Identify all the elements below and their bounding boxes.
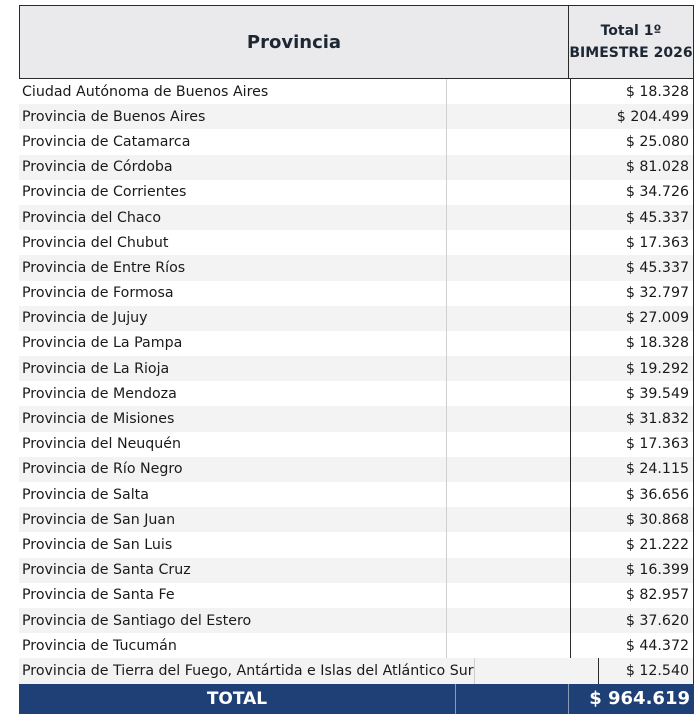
province-total-value: $ 81.028: [570, 155, 694, 180]
table-row: [19, 432, 694, 457]
province-name: Provincia del Neuquén: [22, 436, 182, 453]
province-total-value: $ 44.372: [570, 633, 694, 658]
table-row: [19, 180, 694, 205]
table-row: [19, 255, 694, 280]
spacer-cell: [446, 129, 570, 154]
spacer-cell: [446, 180, 570, 205]
spacer-cell: [446, 281, 570, 306]
spacer-cell: [446, 331, 570, 356]
province-total-value: $ 18.328: [570, 331, 694, 356]
total-spacer-cell: [455, 684, 568, 714]
spacer-cell: [446, 381, 570, 406]
province-name: Provincia de La Rioja: [22, 360, 170, 377]
province-name: Provincia de Catamarca: [22, 133, 191, 150]
spacer-cell: [446, 558, 570, 583]
table-row: [19, 406, 694, 431]
province-total-value: $ 25.080: [570, 129, 694, 154]
table-header: [19, 5, 694, 79]
table-row: [19, 104, 694, 129]
table-row: [19, 507, 694, 532]
province-total-value: $ 45.337: [570, 205, 694, 230]
province-total-value: $ 12.540: [598, 658, 694, 683]
table-row: [19, 356, 694, 381]
spacer-cell: [446, 104, 570, 129]
column-header-province: Provincia: [20, 6, 569, 78]
table-row: [19, 482, 694, 507]
province-name: Provincia de Entre Ríos: [22, 259, 186, 276]
province-total-value: $ 16.399: [570, 558, 694, 583]
province-name: Ciudad Autónoma de Buenos Aires: [22, 83, 269, 100]
province-total-value: $ 17.363: [570, 432, 694, 457]
table-row: [19, 306, 694, 331]
province-name: Provincia de Corrientes: [22, 184, 187, 201]
column-header-total-line2: BIMESTRE 2026: [569, 45, 693, 61]
province-name: Provincia de San Juan: [22, 511, 176, 528]
spacer-cell: [446, 532, 570, 557]
column-header-total: [569, 6, 693, 78]
spacer-cell: [446, 608, 570, 633]
spacer-cell: [446, 79, 570, 104]
table-row: [19, 583, 694, 608]
table-row: [19, 281, 694, 306]
province-total-value: $ 31.832: [570, 406, 694, 431]
table-row: [19, 381, 694, 406]
spacer-cell: [474, 658, 598, 683]
province-total-value: $ 30.868: [570, 507, 694, 532]
province-total-value: $ 36.656: [570, 482, 694, 507]
province-name: Provincia de Formosa: [22, 285, 174, 302]
province-name: Provincia de Santa Cruz: [22, 562, 191, 579]
table-body: [19, 79, 694, 684]
spacer-cell: [446, 205, 570, 230]
table-row: [19, 331, 694, 356]
province-total-value: $ 17.363: [570, 230, 694, 255]
table-row: [19, 608, 694, 633]
province-name: Provincia de Córdoba: [22, 159, 173, 176]
total-row: [19, 684, 694, 714]
spacer-cell: [446, 255, 570, 280]
spacer-cell: [446, 633, 570, 658]
spacer-cell: [446, 406, 570, 431]
province-name: Provincia de Salta: [22, 486, 149, 503]
province-total-value: $ 45.337: [570, 255, 694, 280]
spacer-cell: [446, 356, 570, 381]
province-total-value: $ 19.292: [570, 356, 694, 381]
province-total-value: $ 32.797: [570, 281, 694, 306]
province-name: Provincia de Tucumán: [22, 637, 177, 654]
spacer-cell: [446, 507, 570, 532]
province-name: Provincia de Santa Fe: [22, 587, 175, 604]
province-total-value: $ 34.726: [570, 180, 694, 205]
table-row: [19, 205, 694, 230]
total-label: TOTAL: [206, 688, 268, 709]
total-value: $ 964.619: [568, 684, 694, 714]
spacer-cell: [446, 482, 570, 507]
table-row: [19, 633, 694, 658]
province-total-value: $ 27.009: [570, 306, 694, 331]
province-name: Provincia de La Pampa: [22, 335, 183, 352]
province-table: [19, 5, 694, 714]
table-row: [19, 155, 694, 180]
spacer-cell: [446, 457, 570, 482]
table-row: [19, 658, 694, 683]
spacer-cell: [446, 230, 570, 255]
province-total-value: $ 82.957: [570, 583, 694, 608]
column-header-total-line1: Total 1º: [600, 23, 662, 39]
spacer-cell: [446, 432, 570, 457]
table-row: [19, 230, 694, 255]
province-total-value: $ 204.499: [570, 104, 694, 129]
province-name: Provincia de Buenos Aires: [22, 108, 206, 125]
spacer-cell: [446, 306, 570, 331]
province-total-value: $ 24.115: [570, 457, 694, 482]
table-row: [19, 79, 694, 104]
province-total-value: $ 18.328: [570, 79, 694, 104]
province-name: Provincia de Mendoza: [22, 385, 177, 402]
province-name: Provincia de Santiago del Estero: [22, 612, 252, 629]
province-name: Provincia de Misiones: [22, 411, 175, 428]
province-name: Provincia de Jujuy: [22, 310, 148, 327]
province-name: Provincia del Chaco: [22, 209, 162, 226]
spacer-cell: [446, 583, 570, 608]
table-row: [19, 129, 694, 154]
spacer-cell: [446, 155, 570, 180]
province-total-value: $ 37.620: [570, 608, 694, 633]
province-name: Provincia de Río Negro: [22, 461, 183, 478]
province-name: Provincia de Tierra del Fuego, Antártida e Islas del Atlántico Sur: [22, 662, 474, 679]
province-name: Provincia de San Luis: [22, 536, 173, 553]
province-total-value: $ 39.549: [570, 381, 694, 406]
province-total-value: $ 21.222: [570, 532, 694, 557]
table-row: [19, 532, 694, 557]
province-name: Provincia del Chubut: [22, 234, 169, 251]
table-row: [19, 558, 694, 583]
table-row: [19, 457, 694, 482]
